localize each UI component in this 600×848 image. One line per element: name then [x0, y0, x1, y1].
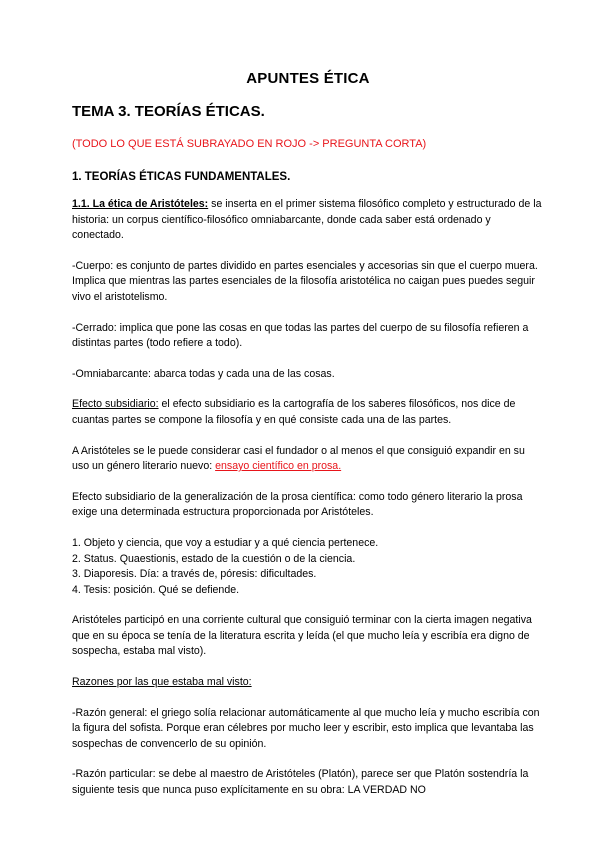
paragraph-text: A Aristóteles se le puede considerar casi el fundador o al menos el que consiguió expandir en su uso un género literario nuevo: — [72, 444, 525, 473]
paragraph-razon-particular: -Razón particular: se debe al maestro de Aristóteles (Platón), parece ser que Platón sostendría la siguiente tesis que nunca puso explícitamente en su obra: LA VERDAD NO — [72, 768, 529, 797]
red-note: (TODO LO QUE ESTÁ SUBRAYADO EN ROJO -> PREGUNTA CORTA) — [72, 138, 427, 150]
paragraph-aristoteles-ethics — [72, 197, 544, 244]
section-heading: 1. TEORÍAS ÉTICAS FUNDAMENTALES. — [72, 171, 291, 183]
paragraph-razones-heading: Razones por las que estaba mal visto: — [72, 676, 252, 689]
paragraph-corriente-cultural: Aristóteles participó en una corriente cultural que consiguió terminar con la cierta imagen negativa que en su época se tenía de la literatura escrita y leída (el que mucho leía y escribía era digno de sospecha, estaba mal visto). — [72, 614, 532, 658]
paragraph-genero-literario — [72, 444, 544, 475]
paragraph-lead: 1.1. La ética de Aristóteles: — [72, 198, 209, 210]
paragraph-text: el efecto subsidiario es la cartografía de los saberes filosóficos, nos dice de cuantas partes se compone la filosofía y en qué consiste cada una de las partes. — [72, 398, 516, 426]
structure-list — [72, 536, 544, 598]
list-item: 2. Status. Quaestionis, estado de la cuestión o de la ciencia. — [72, 552, 356, 565]
paragraph-text: se inserta en el primer sistema filosófico completo y estructurado de la historia: un corpus científico-filosófico omniabarcante, donde cada saber está ordenado y conectado. — [72, 198, 542, 242]
list-item: 4. Tesis: posición. Qué se defiende. — [72, 583, 240, 596]
paragraph-cuerpo: -Cuerpo: es conjunto de partes dividido en partes esenciales y accesorias sin que el cuerpo muera. Implica que mientras las partes esenciales de la filosofía aristotélica no caigan pues puedes seguir vivo el aristotelismo. — [72, 259, 538, 303]
list-item: 1. Objeto y ciencia, que voy a estudiar y a qué ciencia pertenece. — [72, 536, 379, 549]
document-title: APUNTES ÉTICA — [246, 70, 370, 87]
list-item: 3. Diaporesis. Día: a través de, póresis: dificultades. — [72, 568, 317, 581]
red-underlined-phrase: ensayo científico en prosa. — [215, 460, 342, 473]
paragraph-cerrado: -Cerrado: implica que pone las cosas en que todas las partes del cuerpo de su filosofía refieren a distintas partes (todo refiere a todo). — [72, 321, 529, 350]
paragraph-prosa-cientifica: Efecto subsidiario de la generalización de la prosa científica: como todo género literario la prosa exige una determinada estructura proporcionada por Aristóteles. — [72, 490, 523, 519]
paragraph-lead: Efecto subsidiario: — [72, 398, 159, 411]
tema-heading: TEMA 3. TEORÍAS ÉTICAS. — [72, 103, 265, 120]
paragraph-razon-general: -Razón general: el griego solía relacionar automáticamente al que mucho leía y mucho escribía con la figura del sofista. Porque eran célebres por mucho leer y escribir, esto implica que levantaba las sospechas de convencerlo de su opinión. — [72, 706, 540, 750]
paragraph-omniabarcante: -Omniabarcante: abarca todas y cada una de las cosas. — [72, 367, 335, 380]
paragraph-efecto-subsidiario — [72, 397, 544, 428]
